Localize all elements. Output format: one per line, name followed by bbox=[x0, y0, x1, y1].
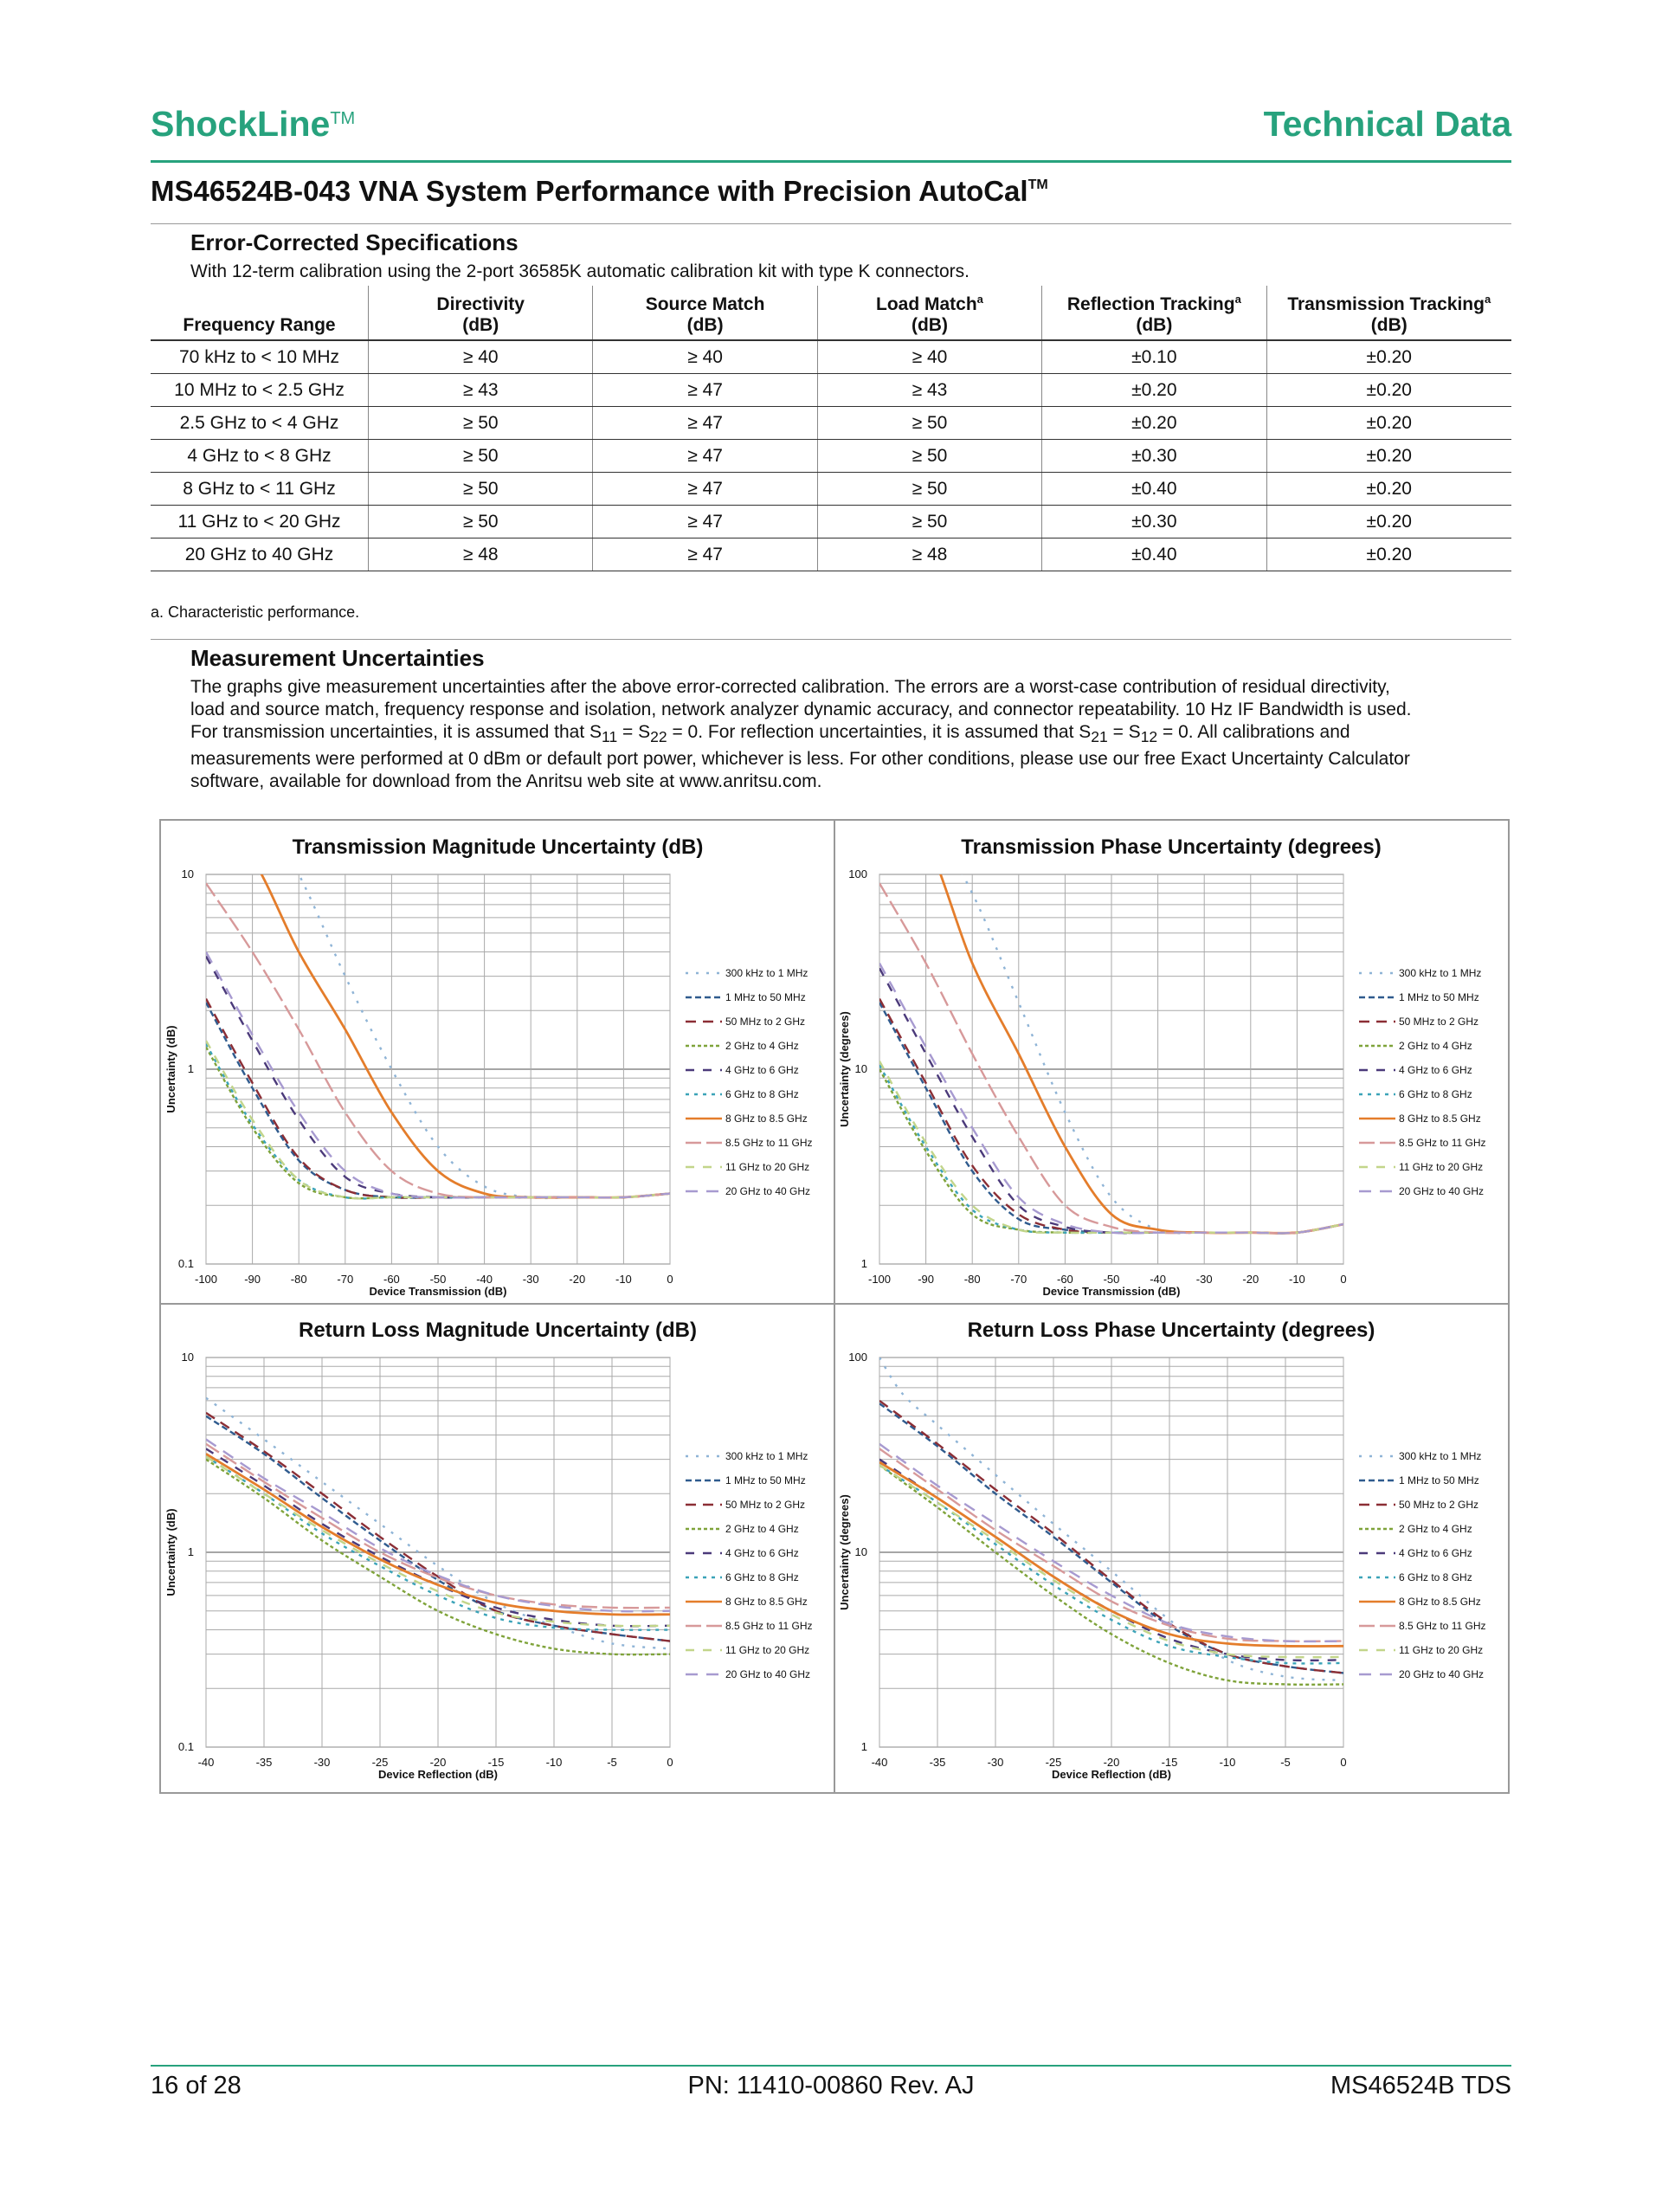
paragraph-line: software, available for download from the Anritsu web site at www.anritsu.com. bbox=[190, 771, 822, 792]
x-tick-label: -60 bbox=[383, 1273, 400, 1286]
table-cell: ≥ 48 bbox=[369, 538, 593, 571]
table-cell: 20 GHz to 40 GHz bbox=[151, 538, 369, 571]
paragraph-line: load and source match, frequency response and isolation, network analyzer dynamic accuracy, and connector repeatability. 10 Hz IF Bandwidth is used. bbox=[190, 700, 1412, 719]
legend-label: 4 GHz to 6 GHz bbox=[725, 1064, 799, 1076]
x-axis-label: Device Transmission (dB) bbox=[369, 1285, 507, 1298]
x-tick-label: -90 bbox=[918, 1273, 934, 1286]
chart-title: Transmission Phase Uncertainty (degrees) bbox=[961, 835, 1382, 859]
legend-label: 300 kHz to 1 MHz bbox=[1399, 1450, 1482, 1462]
table-cell: ≥ 50 bbox=[817, 473, 1041, 506]
charts-panel bbox=[159, 819, 1510, 1794]
x-tick-label: -30 bbox=[987, 1756, 1004, 1769]
title-divider bbox=[151, 223, 1511, 224]
x-tick-label: -100 bbox=[867, 1273, 892, 1286]
table-cell: ±0.20 bbox=[1266, 473, 1511, 506]
y-tick-label: 0.1 bbox=[177, 1740, 194, 1753]
specs-heading: Error-Corrected Specifications bbox=[190, 229, 519, 255]
x-axis-label: Device Transmission (dB) bbox=[1042, 1285, 1181, 1298]
table-row bbox=[151, 340, 1511, 374]
x-tick-label: -20 bbox=[1242, 1273, 1259, 1286]
legend-label: 20 GHz to 40 GHz bbox=[725, 1668, 811, 1680]
x-axis-label: Device Reflection (dB) bbox=[1052, 1768, 1171, 1781]
part-number: PN: 11410-00860 Rev. AJ bbox=[687, 2072, 975, 2099]
uncertainty-charts bbox=[161, 821, 1508, 1792]
legend-label: 4 GHz to 6 GHz bbox=[1399, 1547, 1472, 1559]
x-tick-label: -40 bbox=[476, 1273, 493, 1286]
x-tick-label: -80 bbox=[290, 1273, 307, 1286]
x-tick-label: -15 bbox=[487, 1756, 505, 1769]
col-load-match: Load Match$^a$ (dB) bbox=[817, 286, 1041, 340]
x-tick-label: -5 bbox=[1280, 1756, 1291, 1769]
legend-label: 8 GHz to 8.5 GHz bbox=[1399, 1112, 1481, 1125]
brand-title: ShockLine™ bbox=[151, 104, 356, 144]
table-cell: ±0.40 bbox=[1042, 538, 1266, 571]
table-cell: ≥ 50 bbox=[369, 473, 593, 506]
col-transmission-tracking: Transmission Tracking$^a$ (dB) bbox=[1266, 286, 1511, 340]
col-source-match: Source Match (dB) bbox=[593, 286, 817, 340]
table-cell: ≥ 47 bbox=[593, 440, 817, 473]
y-axis-label: Uncertainty (dB) bbox=[164, 1508, 177, 1596]
legend-label: 300 kHz to 1 MHz bbox=[1399, 967, 1482, 979]
paragraph-line: measurements were performed at 0 dBm or default port power, whichever is less. For other conditions, please use our free Exact Uncertainty Calculator bbox=[190, 749, 1410, 770]
table-cell: 10 MHz to < 2.5 GHz bbox=[151, 374, 369, 407]
table-cell: ±0.20 bbox=[1266, 407, 1511, 440]
x-tick-label: -20 bbox=[569, 1273, 586, 1286]
col-frequency-range: Frequency Range bbox=[151, 286, 369, 340]
x-tick-label: -40 bbox=[871, 1756, 888, 1769]
spec-table bbox=[151, 286, 1511, 571]
x-tick-label: -35 bbox=[255, 1756, 273, 1769]
y-axis-label: Uncertainty (dB) bbox=[164, 1025, 177, 1113]
table-row bbox=[151, 374, 1511, 407]
table-cell: ≥ 43 bbox=[817, 374, 1041, 407]
table-cell: ±0.30 bbox=[1042, 440, 1266, 473]
page-title: MS46524B-043 VNA System Performance with Precision AutoCal™ bbox=[151, 175, 1048, 207]
table-cell: ±0.30 bbox=[1042, 506, 1266, 538]
legend-label: 8.5 GHz to 11 GHz bbox=[1399, 1137, 1486, 1149]
legend-label: 8 GHz to 8.5 GHz bbox=[725, 1112, 808, 1125]
y-tick-label: 0.1 bbox=[177, 1257, 194, 1270]
x-tick-label: -30 bbox=[1195, 1273, 1213, 1286]
legend-label: 20 GHz to 40 GHz bbox=[1399, 1668, 1485, 1680]
x-tick-label: -20 bbox=[1103, 1756, 1120, 1769]
legend-label: 8.5 GHz to 11 GHz bbox=[1399, 1620, 1486, 1632]
legend-label: 1 MHz to 50 MHz bbox=[1399, 1474, 1479, 1486]
table-cell: ±0.20 bbox=[1042, 407, 1266, 440]
chart-title: Return Loss Phase Uncertainty (degrees) bbox=[967, 1319, 1375, 1342]
chart-return-loss-phase-uncertainty-degrees bbox=[838, 1319, 1485, 1781]
col-directivity: Directivity (dB) bbox=[369, 286, 593, 340]
header-rule bbox=[151, 160, 1511, 163]
chart-return-loss-magnitude-uncertainty-db bbox=[164, 1319, 812, 1781]
x-tick-label: 0 bbox=[667, 1273, 673, 1286]
legend-label: 50 MHz to 2 GHz bbox=[1399, 1016, 1479, 1028]
chart-transmission-phase-uncertainty-degrees bbox=[838, 821, 1485, 1298]
y-tick-label: 1 bbox=[860, 1257, 867, 1270]
x-tick-label: -25 bbox=[371, 1756, 389, 1769]
table-cell: ±0.20 bbox=[1266, 440, 1511, 473]
legend-label: 2 GHz to 4 GHz bbox=[725, 1523, 799, 1535]
legend-label: 50 MHz to 2 GHz bbox=[725, 1499, 806, 1511]
legend-label: 11 GHz to 20 GHz bbox=[725, 1161, 810, 1173]
x-tick-label: 0 bbox=[667, 1756, 673, 1769]
legend-label: 1 MHz to 50 MHz bbox=[725, 1474, 806, 1486]
table-cell: 2.5 GHz to < 4 GHz bbox=[151, 407, 369, 440]
x-tick-label: 0 bbox=[1340, 1756, 1347, 1769]
x-tick-label: -50 bbox=[429, 1273, 447, 1286]
x-tick-label: -100 bbox=[194, 1273, 218, 1286]
table-cell: ≥ 40 bbox=[369, 340, 593, 374]
x-tick-label: -10 bbox=[545, 1756, 563, 1769]
chart-transmission-magnitude-uncertainty-db bbox=[164, 821, 812, 1298]
legend-label: 6 GHz to 8 GHz bbox=[725, 1088, 799, 1100]
paragraph-line: For transmission uncertainties, it is assumed that $S_{11} = S_{22} = 0$. For reflection uncertainties, it is assumed that $S_{21} = S_{12} = 0$. All calibrations and bbox=[190, 722, 1350, 746]
legend-label: 2 GHz to 4 GHz bbox=[725, 1040, 799, 1052]
table-row bbox=[151, 407, 1511, 440]
specs-intro: With 12-term calibration using the 2-port 36585K automatic calibration kit with type K connectors. bbox=[190, 261, 970, 281]
legend-label: 8 GHz to 8.5 GHz bbox=[1399, 1596, 1481, 1608]
table-cell: ≥ 47 bbox=[593, 407, 817, 440]
y-tick-label: 1 bbox=[860, 1740, 867, 1753]
table-cell: ±0.20 bbox=[1266, 340, 1511, 374]
legend-label: 11 GHz to 20 GHz bbox=[725, 1644, 810, 1656]
legend-label: 4 GHz to 6 GHz bbox=[725, 1547, 799, 1559]
table-cell: ±0.20 bbox=[1266, 506, 1511, 538]
uncertainties-paragraph bbox=[190, 676, 1515, 793]
table-cell: 8 GHz to < 11 GHz bbox=[151, 473, 369, 506]
y-tick-label: 10 bbox=[854, 1545, 867, 1558]
legend-label: 8 GHz to 8.5 GHz bbox=[725, 1596, 808, 1608]
x-tick-label: -10 bbox=[1219, 1756, 1236, 1769]
table-cell: ≥ 50 bbox=[369, 506, 593, 538]
table-cell: 4 GHz to < 8 GHz bbox=[151, 440, 369, 473]
y-tick-label: 100 bbox=[848, 867, 867, 880]
table-row bbox=[151, 473, 1511, 506]
y-tick-label: 1 bbox=[187, 1062, 194, 1075]
legend-label: 6 GHz to 8 GHz bbox=[1399, 1088, 1472, 1100]
table-cell: ≥ 50 bbox=[817, 440, 1041, 473]
table-cell: ≥ 47 bbox=[593, 506, 817, 538]
table-row bbox=[151, 440, 1511, 473]
legend-label: 1 MHz to 50 MHz bbox=[725, 991, 806, 1003]
table-cell: 11 GHz to < 20 GHz bbox=[151, 506, 369, 538]
table-cell: ≥ 47 bbox=[593, 473, 817, 506]
legend-label: 4 GHz to 6 GHz bbox=[1399, 1064, 1472, 1076]
table-cell: ±0.10 bbox=[1042, 340, 1266, 374]
x-tick-label: -90 bbox=[244, 1273, 261, 1286]
table-cell: ≥ 40 bbox=[817, 340, 1041, 374]
x-tick-label: -10 bbox=[1289, 1273, 1305, 1286]
chart-title: Transmission Magnitude Uncertainty (dB) bbox=[292, 835, 704, 859]
x-tick-label: 0 bbox=[1340, 1273, 1347, 1286]
x-tick-label: -35 bbox=[929, 1756, 946, 1769]
section-divider bbox=[151, 639, 1511, 640]
legend-label: 20 GHz to 40 GHz bbox=[725, 1185, 811, 1197]
table-row bbox=[151, 538, 1511, 571]
legend-label: 1 MHz to 50 MHz bbox=[1399, 991, 1479, 1003]
document-name: MS46524B TDS bbox=[1330, 2072, 1511, 2099]
x-tick-label: -5 bbox=[607, 1756, 617, 1769]
x-tick-label: -10 bbox=[615, 1273, 632, 1286]
paragraph-line: The graphs give measurement uncertainties after the above error-corrected calibration. The errors are a worst-case contribution of residual directivity, bbox=[190, 677, 1390, 697]
table-cell: ±0.20 bbox=[1266, 538, 1511, 571]
uncertainties-heading: Measurement Uncertainties bbox=[190, 645, 485, 671]
legend-label: 6 GHz to 8 GHz bbox=[725, 1571, 799, 1583]
table-cell: ±0.40 bbox=[1042, 473, 1266, 506]
x-tick-label: -25 bbox=[1045, 1756, 1062, 1769]
table-cell: 70 kHz to < 10 MHz bbox=[151, 340, 369, 374]
y-tick-label: 1 bbox=[187, 1545, 194, 1558]
x-tick-label: -40 bbox=[1150, 1273, 1166, 1286]
legend-label: 8.5 GHz to 11 GHz bbox=[725, 1620, 813, 1632]
table-cell: ≥ 50 bbox=[369, 407, 593, 440]
table-cell: ≥ 48 bbox=[817, 538, 1041, 571]
x-tick-label: -30 bbox=[522, 1273, 539, 1286]
col-reflection-tracking: Reflection Tracking$^a$ (dB) bbox=[1042, 286, 1266, 340]
section-title: Technical Data bbox=[1263, 104, 1511, 144]
x-tick-label: -15 bbox=[1161, 1756, 1178, 1769]
x-tick-label: -30 bbox=[313, 1756, 331, 1769]
legend-label: 6 GHz to 8 GHz bbox=[1399, 1571, 1472, 1583]
table-cell: ±0.20 bbox=[1042, 374, 1266, 407]
table-cell: ±0.20 bbox=[1266, 374, 1511, 407]
x-tick-label: -20 bbox=[429, 1756, 447, 1769]
table-cell: ≥ 47 bbox=[593, 538, 817, 571]
legend-label: 11 GHz to 20 GHz bbox=[1399, 1644, 1484, 1656]
table-cell: ≥ 50 bbox=[817, 506, 1041, 538]
x-tick-label: -70 bbox=[337, 1273, 354, 1286]
table-cell: ≥ 40 bbox=[593, 340, 817, 374]
y-tick-label: 10 bbox=[181, 867, 194, 880]
x-tick-label: -80 bbox=[963, 1273, 981, 1286]
legend-label: 8.5 GHz to 11 GHz bbox=[725, 1137, 813, 1149]
legend-label: 11 GHz to 20 GHz bbox=[1399, 1161, 1484, 1173]
legend-label: 50 MHz to 2 GHz bbox=[1399, 1499, 1479, 1511]
spec-table-header bbox=[151, 286, 1511, 340]
x-tick-label: -50 bbox=[1103, 1273, 1120, 1286]
table-footnote: a. Characteristic performance. bbox=[151, 603, 360, 621]
y-tick-label: 100 bbox=[848, 1351, 867, 1364]
x-tick-label: -70 bbox=[1010, 1273, 1027, 1286]
x-axis-label: Device Reflection (dB) bbox=[378, 1768, 498, 1781]
chart-title: Return Loss Magnitude Uncertainty (dB) bbox=[298, 1319, 698, 1342]
page-number: 16 of 28 bbox=[151, 2072, 242, 2099]
y-axis-label: Uncertainty (degrees) bbox=[838, 1494, 851, 1610]
y-axis-label: Uncertainty (degrees) bbox=[838, 1011, 851, 1127]
x-tick-label: -40 bbox=[197, 1756, 215, 1769]
table-row bbox=[151, 506, 1511, 538]
table-cell: ≥ 50 bbox=[817, 407, 1041, 440]
legend-label: 2 GHz to 4 GHz bbox=[1399, 1040, 1472, 1052]
legend-label: 2 GHz to 4 GHz bbox=[1399, 1523, 1472, 1535]
footer-rule bbox=[151, 2065, 1511, 2067]
table-cell: ≥ 50 bbox=[369, 440, 593, 473]
y-tick-label: 10 bbox=[854, 1062, 867, 1075]
legend-label: 20 GHz to 40 GHz bbox=[1399, 1185, 1485, 1197]
table-cell: ≥ 47 bbox=[593, 374, 817, 407]
table-cell: ≥ 43 bbox=[369, 374, 593, 407]
y-tick-label: 10 bbox=[181, 1351, 194, 1364]
legend-label: 50 MHz to 2 GHz bbox=[725, 1016, 806, 1028]
x-tick-label: -60 bbox=[1057, 1273, 1073, 1286]
legend-label: 300 kHz to 1 MHz bbox=[725, 967, 808, 979]
legend-label: 300 kHz to 1 MHz bbox=[725, 1450, 808, 1462]
